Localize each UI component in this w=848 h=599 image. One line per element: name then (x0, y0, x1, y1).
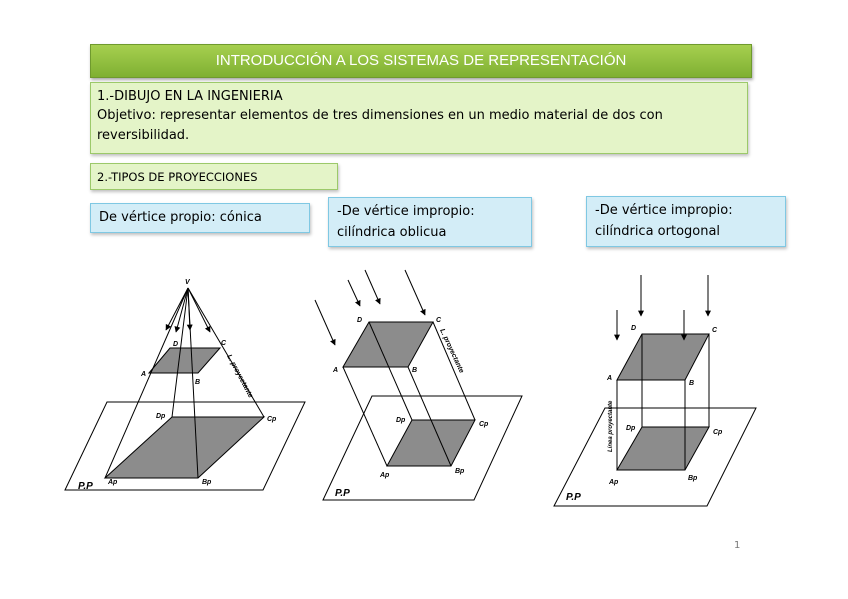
object-face-3 (617, 334, 709, 380)
label-dp: Dp (396, 417, 406, 424)
label-ap: Ap (380, 472, 390, 479)
label-c: C (221, 340, 227, 347)
label-cp: Cp (267, 416, 277, 423)
label-a: A (607, 375, 613, 382)
diagram-ortogonal (554, 275, 756, 506)
projector-line (433, 322, 475, 420)
label-v: V (185, 279, 190, 286)
projector-arrow (188, 288, 190, 330)
label-ap: Ap (108, 479, 118, 486)
label-a: A (141, 371, 147, 378)
label-linea-proyectante: Línea proyectante (608, 400, 614, 452)
caption-ortogonal-line1: -De vértice impropio: (595, 203, 733, 218)
objective-text: Objetivo: representar elementos de tres dimensiones en un medio material de dos con reversibilidad. (97, 108, 663, 143)
label-ap: Ap (609, 479, 619, 486)
projector-arrow (176, 288, 188, 332)
label-bp: Bp (688, 475, 698, 482)
page-number: 1 (734, 540, 741, 551)
projector-line (343, 367, 387, 466)
label-l-proyectante: L. proyectante (438, 327, 465, 375)
label-dp: Dp (626, 425, 636, 432)
label-l-proyectante: L. proyectante (225, 353, 254, 400)
diagram-conica (65, 288, 305, 490)
diagram-oblicua (315, 270, 522, 500)
page-title: INTRODUCCIÓN A LOS SISTEMAS DE REPRESENTACIÓN (90, 44, 752, 78)
projector-arrow (405, 270, 425, 315)
label-b: B (412, 367, 418, 374)
projected-face-3 (617, 427, 709, 470)
label-bp: Bp (455, 468, 465, 475)
label-c: C (436, 317, 442, 324)
section-heading-dibujo: 1.-DIBUJO EN LA INGENIERIA (97, 89, 283, 104)
label-b: B (689, 380, 695, 387)
label-pp: P.P (335, 488, 350, 499)
label-d: D (173, 341, 179, 348)
label-bp: Bp (202, 479, 212, 486)
label-b: B (195, 379, 201, 386)
label-d: D (357, 317, 363, 324)
projector-arrow (348, 280, 360, 306)
label-c: C (712, 327, 718, 334)
section-heading-proyecciones: 2.-TIPOS DE PROYECCIONES (90, 163, 338, 190)
label-pp: P.P (78, 481, 93, 492)
label-dp: Dp (156, 413, 166, 420)
label-cp: Cp (713, 429, 723, 436)
projected-face-2 (387, 420, 475, 466)
caption-conica-text: De vértice propio: cónica (99, 210, 262, 225)
projector-arrow (365, 270, 380, 304)
projector-arrow (166, 288, 188, 330)
projector-arrow (188, 288, 210, 332)
caption-ortogonal-line2: cilíndrica ortogonal (595, 224, 721, 239)
caption-oblicua-line2: cilíndrica oblicua (337, 225, 447, 240)
projector-arrow (315, 300, 335, 345)
label-d: D (631, 325, 637, 332)
caption-oblicua-line1: -De vértice impropio: (337, 204, 475, 219)
label-a: A (333, 367, 339, 374)
label-pp: P.P (566, 492, 581, 503)
object-face-2 (343, 322, 433, 367)
projected-face-1 (105, 417, 264, 478)
label-cp: Cp (479, 421, 489, 428)
